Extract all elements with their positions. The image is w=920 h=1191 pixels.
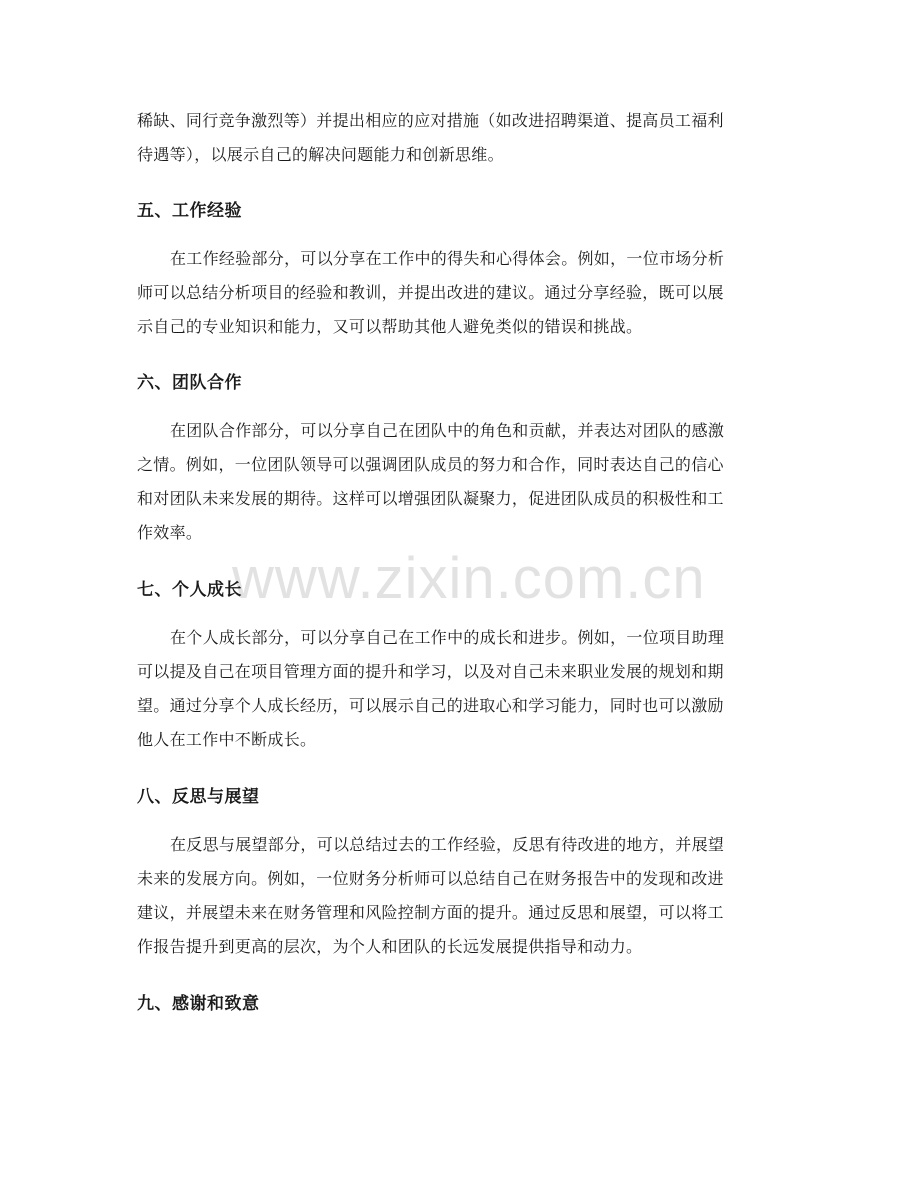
text-line: 作报告提升到更高的层次，为个人和团队的长远发展提供指导和动力。 (137, 937, 643, 956)
section-heading-8: 八、反思与展望 (137, 787, 260, 807)
section-heading-5: 五、工作经验 (137, 201, 242, 221)
section-paragraph-7 (137, 621, 787, 757)
section-paragraph-6 (137, 414, 787, 550)
text-line: 示自己的专业知识和能力，又可以帮助其他人避免类似的错误和挑战。 (137, 317, 643, 336)
text-line: 和对团队未来发展的期待。这样可以增强团队凝聚力，促进团队成员的积极性和工 (137, 489, 724, 508)
section-heading-7: 七、个人成长 (137, 580, 242, 600)
section-paragraph-8 (137, 828, 787, 964)
section-paragraph-5 (137, 242, 787, 344)
watermark-text: www.zixin.com.cn (232, 546, 706, 611)
text-line: 建议，并展望未来在财务管理和风险控制方面的提升。通过反思和展望，可以将工 (137, 903, 724, 922)
text-line: 可以提及自己在项目管理方面的提升和学习，以及对自己未来职业发展的规划和期 (137, 662, 724, 681)
text-line: 在反思与展望部分，可以总结过去的工作经验，反思有待改进的地方，并展望 (170, 835, 725, 854)
text-line: 他人在工作中不断成长。 (137, 730, 317, 749)
intro-paragraph (137, 104, 787, 172)
section-heading-6: 六、团队合作 (137, 373, 242, 393)
text-line: 之情。例如，一位团队领导可以强调团队成员的努力和合作，同时表达自己的信心 (137, 455, 724, 474)
text-line: 在个人成长部分，可以分享自己在工作中的成长和进步。例如，一位项目助理 (170, 628, 725, 647)
text-line: 稀缺、同行竞争激烈等）并提出相应的应对措施（如改进招聘渠道、提高员工福利 (137, 111, 724, 130)
text-line: 在工作经验部分，可以分享在工作中的得失和心得体会。例如，一位市场分析 (170, 249, 725, 268)
section-heading-9: 九、感谢和致意 (137, 994, 260, 1014)
text-line: 师可以总结分析项目的经验和教训，并提出改进的建议。通过分享经验，既可以展 (137, 283, 724, 302)
text-line: 待遇等），以展示自己的解决问题能力和创新思维。 (137, 145, 504, 164)
text-line: 作效率。 (137, 523, 203, 542)
text-line: 在团队合作部分，可以分享自己在团队中的角色和贡献，并表达对团队的感激 (170, 421, 725, 440)
text-line: 未来的发展方向。例如，一位财务分析师可以总结自己在财务报告中的发现和改进 (137, 869, 724, 888)
text-line: 望。通过分享个人成长经历，可以展示自己的进取心和学习能力，同时也可以激励 (137, 696, 724, 715)
